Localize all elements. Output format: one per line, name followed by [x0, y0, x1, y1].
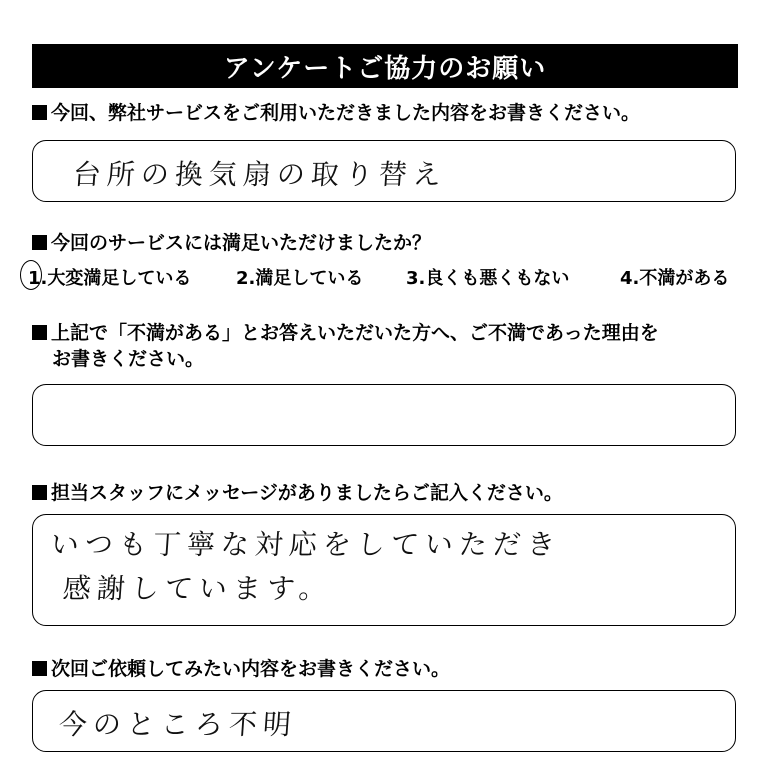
question-5-label: 次回ご依頼してみたい内容をお書きください。: [51, 658, 451, 680]
question-1-label: 今回、弊社サービスをご利用いただきました内容をお書きください。: [51, 102, 641, 124]
answer-box-5: [32, 690, 736, 752]
answer-box-4: [32, 514, 736, 626]
answer-1-text: 台所の換気扇の取り替え: [71, 158, 449, 191]
option-2: 2.満足している: [236, 268, 364, 289]
bullet-square-icon: [32, 485, 47, 500]
option-1: 1.大変満足している: [28, 268, 192, 289]
option-4: 4.不満がある: [620, 268, 730, 289]
option-3: 3.良くも悪くもない: [406, 268, 570, 289]
bullet-square-icon: [32, 235, 47, 250]
question-4: [32, 480, 563, 506]
answer-4-line1: いつも丁寧な対応をしていただき: [49, 528, 563, 561]
satisfaction-options: [22, 262, 742, 290]
answer-5-text: 今のところ不明: [57, 708, 299, 741]
question-2: [32, 230, 431, 256]
question-3: [32, 320, 659, 346]
question-3-line2: [52, 346, 204, 372]
survey-title-banner: [32, 44, 738, 88]
question-2-label: 今回のサービスには満足いただけましたか？: [51, 232, 432, 254]
question-5: [32, 656, 450, 682]
question-4-label: 担当スタッフにメッセージがありましたらご記入ください。: [51, 482, 563, 504]
bullet-square-icon: [32, 325, 47, 340]
bullet-square-icon: [32, 105, 47, 120]
answer-box-3: [32, 384, 736, 446]
question-3-label-line2: お書きください。: [52, 348, 205, 370]
question-3-label-line1: 上記で「不満がある」とお答えいただいた方へ、ご不満であった理由を: [51, 322, 659, 344]
bullet-square-icon: [32, 661, 47, 676]
answer-4-line2: 感謝しています。: [61, 572, 334, 605]
question-1: [32, 100, 640, 126]
survey-title: アンケートご協力のお願い: [223, 53, 547, 84]
answer-box-1: [32, 140, 736, 202]
